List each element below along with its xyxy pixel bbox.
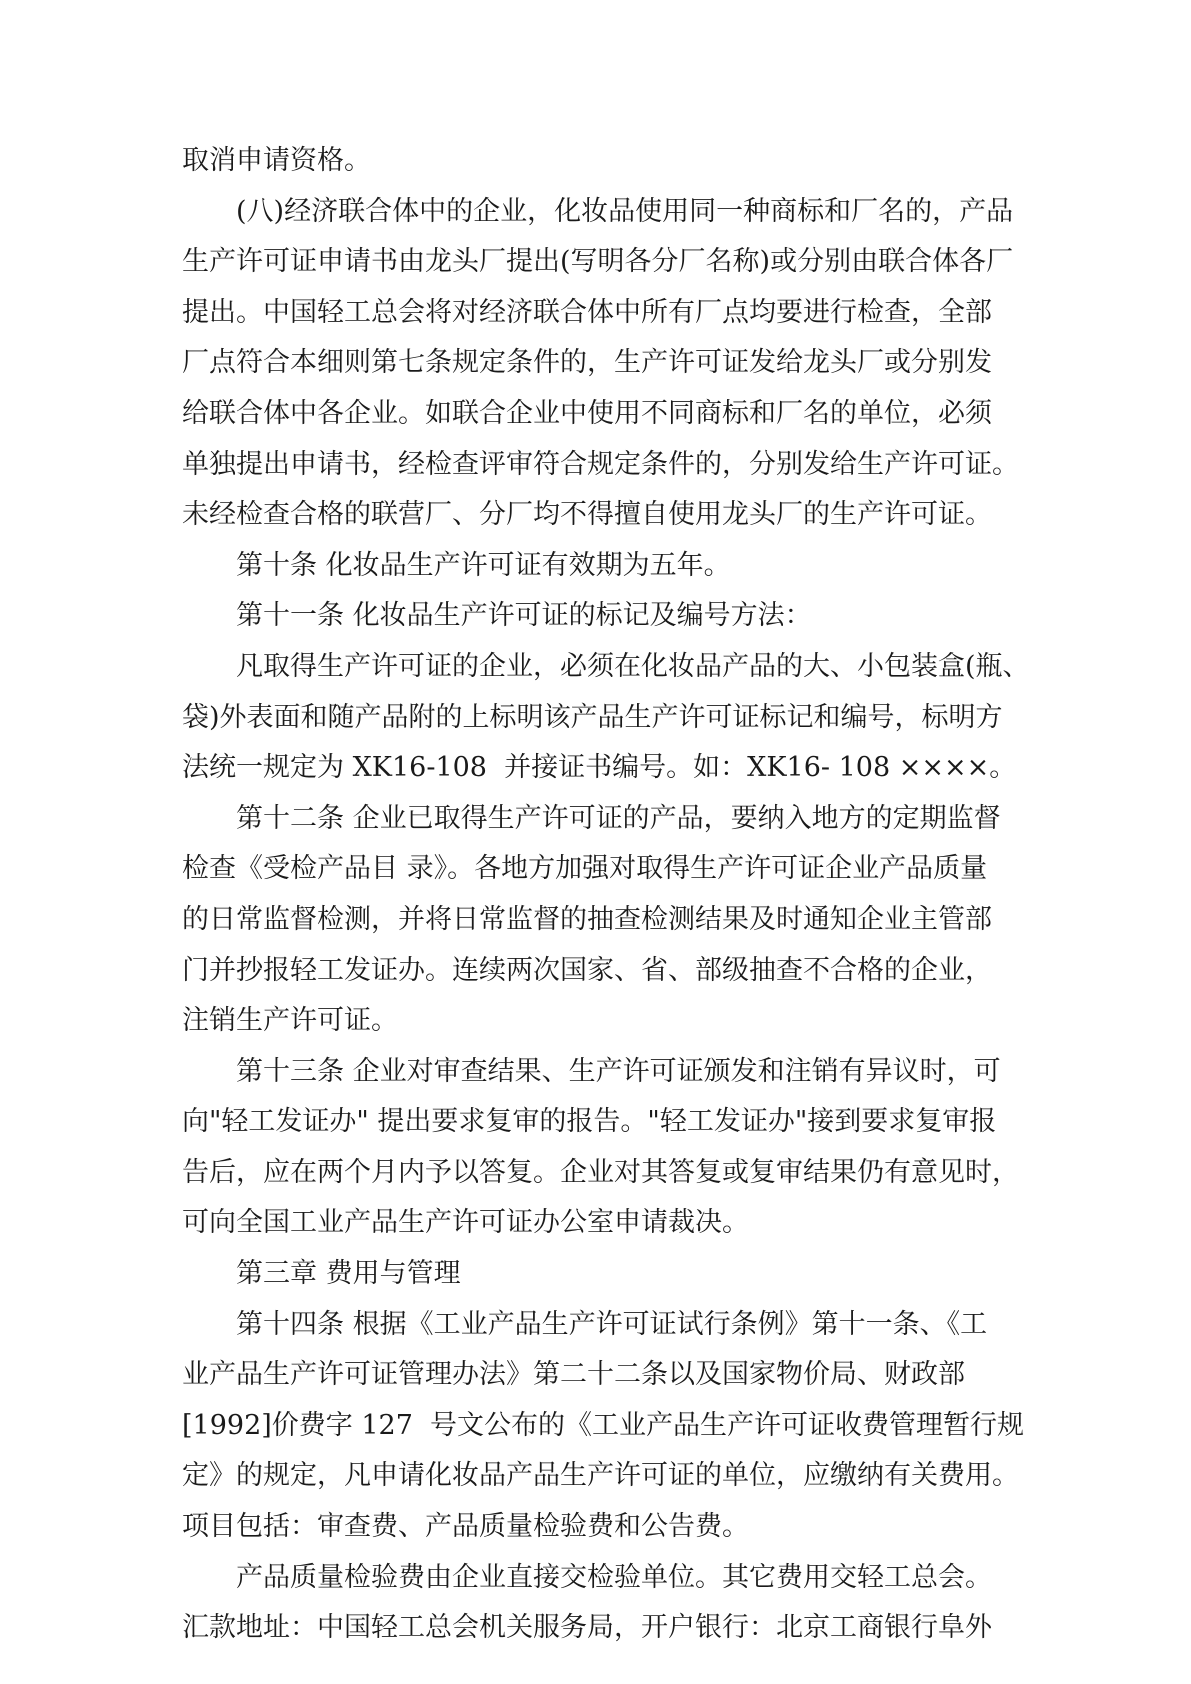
- text-line: 凡取得生产许可证的企业，必须在化妆品产品的大、小包装盒(瓶、: [236, 650, 1030, 682]
- body-text: [182, 136, 1042, 1654]
- text-line: 注销生产许可证。: [182, 1005, 398, 1037]
- text-line: 取消申请资格。: [182, 145, 371, 176]
- text-line: 第十一条 化妆品生产许可证的标记及编号方法：: [236, 600, 812, 632]
- text-line: 提出。中国轻工总会将对经济联合体中所有厂点均要进行检查，全部: [182, 296, 992, 328]
- text-line: 给联合体中各企业。如联合企业中使用不同商标和厂名的单位，必须: [182, 397, 992, 429]
- text-line: 法统一规定为 XK16-108 并接证书编号。如：XK16- 108 ××××。: [182, 752, 1017, 784]
- text-line: 可向全国工业产品生产许可证办公室申请裁决。: [182, 1207, 749, 1239]
- text-line: 产品质量检验费由企业直接交检验单位。其它费用交轻工总会。: [236, 1561, 992, 1593]
- text-line: 生产许可证申请书由龙头厂提出(写明各分厂名称)或分别由联合体各厂: [182, 246, 1014, 278]
- text-line: 业产品生产许可证管理办法》第二十二条以及国家物价局、财政部: [182, 1359, 965, 1391]
- text-line: 告后，应在两个月内予以答复。企业对其答复或复审结果仍有意见时，: [182, 1156, 1019, 1188]
- text-line: (八)经济联合体中的企业，化妆品使用同一种商标和厂名的，产品: [236, 195, 1014, 227]
- text-line: 未经检查合格的联营厂、分厂均不得擅自使用龙头厂的生产许可证。: [182, 499, 992, 531]
- text-line: [1992]价费字 127 号文公布的《工业产品生产许可证收费管理暂行规: [182, 1409, 1025, 1441]
- text-line: 的日常监督检测，并将日常监督的抽查检测结果及时通知企业主管部: [182, 903, 992, 935]
- text-line: 向"轻工发证办" 提出要求复审的报告。"轻工发证办"接到要求复审报: [182, 1106, 997, 1138]
- text-line: 第十三条 企业对审查结果、生产许可证颁发和注销有异议时，可: [236, 1055, 1001, 1087]
- text-line: 厂点符合本细则第七条规定条件的，生产许可证发给龙头厂或分别发: [182, 347, 992, 379]
- text-line: 第三章 费用与管理: [236, 1258, 461, 1290]
- text-line: 汇款地址：中国轻工总会机关服务局，开户银行：北京工商银行阜外: [182, 1612, 992, 1644]
- text-line: 第十条 化妆品生产许可证有效期为五年。: [236, 549, 731, 581]
- text-line: 第十二条 企业已取得生产许可证的产品，要纳入地方的定期监督: [236, 802, 1001, 834]
- text-line: 检查《受检产品目 录》。各地方加强对取得生产许可证企业产品质量: [182, 853, 988, 885]
- text-line: 项目包括：审查费、产品质量检验费和公告费。: [182, 1511, 749, 1543]
- text-line: 定》的规定，凡申请化妆品产品生产许可证的单位，应缴纳有关费用。: [182, 1460, 1019, 1492]
- text-line: 袋)外表面和随产品附的上标明该产品生产许可证标记和编号，标明方: [182, 701, 1003, 733]
- text-line: 门并抄报轻工发证办。连续两次国家、省、部级抽查不合格的企业，: [182, 954, 992, 986]
- text-line: 第十四条 根据《工业产品生产许可证试行条例》第十一条、《工: [236, 1308, 988, 1340]
- text-line: 单独提出申请书，经检查评审符合规定条件的，分别发给生产许可证。: [182, 448, 1019, 480]
